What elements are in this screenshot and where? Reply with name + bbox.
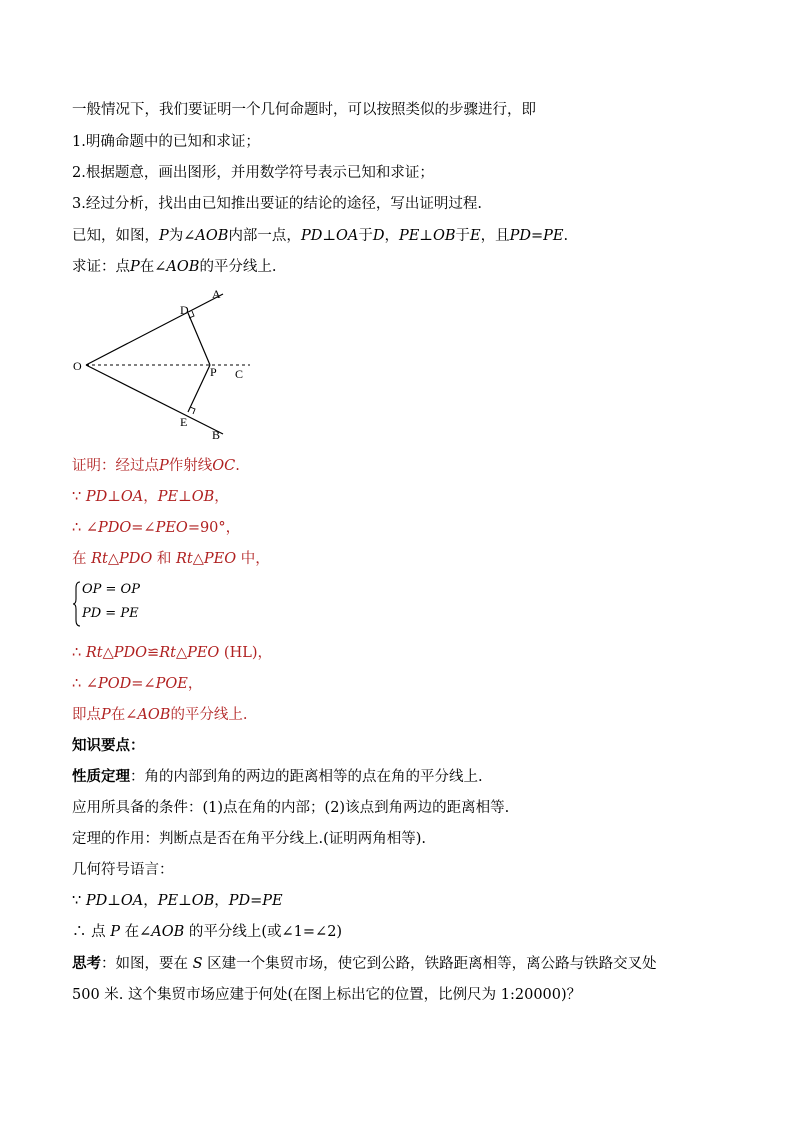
prove-text: AOB bbox=[166, 259, 200, 275]
given-text: 于 bbox=[358, 228, 373, 244]
ray-oa bbox=[86, 294, 223, 365]
symbol-text: P bbox=[110, 924, 120, 940]
given-statement bbox=[72, 226, 568, 246]
label-o: O bbox=[73, 359, 82, 373]
proof-text: Rt bbox=[85, 645, 103, 661]
proof-line-6 bbox=[72, 674, 202, 694]
symbol-language-line: 几何符号语言： bbox=[72, 862, 174, 878]
given-text: P bbox=[159, 228, 169, 244]
proof-text: =90°， bbox=[187, 520, 241, 536]
symbol-text: 的平分线上(或∠1=∠2) bbox=[184, 924, 343, 940]
proof-text: ∴ ∠ bbox=[72, 676, 98, 692]
proof-text: ∴ bbox=[72, 645, 86, 661]
proof-text: PEO bbox=[203, 551, 237, 567]
symbol-line-2 bbox=[72, 922, 342, 942]
think-text: ：如图，要在 bbox=[101, 956, 193, 972]
proof-text: OC bbox=[212, 458, 236, 474]
symbol-line-1 bbox=[72, 891, 283, 911]
proof-line-3 bbox=[72, 518, 240, 538]
given-text: 于 bbox=[455, 228, 470, 244]
proof-text: P bbox=[159, 458, 169, 474]
proof-text: Rt bbox=[91, 551, 108, 567]
theorem-line bbox=[72, 767, 483, 787]
think-line-2: 500 米. 这个集贸市场应建于何处(在图上标出它的位置，比例尺为 1:20000)？ bbox=[72, 987, 582, 1003]
symbol-text: ∵ bbox=[72, 893, 86, 909]
proof-text: AOB bbox=[137, 707, 171, 723]
proof-text: △ bbox=[102, 645, 114, 661]
symbol-text: 在∠ bbox=[119, 924, 152, 940]
step-1: 1.明确命题中的已知和求证； bbox=[72, 134, 260, 150]
proof-text: ， bbox=[143, 489, 158, 505]
proof-text: PDO bbox=[113, 645, 148, 661]
segment-pd bbox=[188, 313, 210, 365]
think-label: 思考 bbox=[72, 955, 101, 972]
right-angle-mark-e bbox=[190, 407, 195, 414]
step-3: 3.经过分析，找出由已知推出要证的结论的途径，写出证明过程. bbox=[72, 196, 482, 212]
proof-line-2 bbox=[72, 487, 229, 507]
prove-statement bbox=[72, 257, 277, 277]
angle-bisector-diagram bbox=[68, 282, 268, 447]
proof-text: ≌ bbox=[147, 645, 160, 661]
proof-text: =∠ bbox=[131, 676, 156, 692]
proof-text: PEO bbox=[187, 645, 220, 661]
proof-text: POE bbox=[155, 676, 188, 692]
label-e: E bbox=[180, 415, 188, 429]
proof-text: Rt bbox=[159, 645, 176, 661]
proof-text: △ bbox=[192, 551, 204, 567]
symbol-text: PD=PE bbox=[228, 893, 283, 909]
symbol-text: PD⊥OA bbox=[85, 893, 144, 909]
given-text: 内部一点， bbox=[228, 228, 301, 244]
proof-text: ∵ bbox=[72, 489, 86, 505]
proof-text: PD⊥OA bbox=[85, 489, 144, 505]
symbol-text: ∴ 点 bbox=[72, 924, 111, 940]
proof-text: 证明：经过点 bbox=[72, 458, 159, 474]
proof-text: ， bbox=[187, 676, 203, 692]
proof-text: ， bbox=[214, 489, 229, 505]
proof-text: △ bbox=[175, 645, 188, 661]
prove-text: 在∠ bbox=[139, 259, 167, 275]
step-2: 2.根据题意，画出图形，并用数学符号表示已知和求证； bbox=[72, 165, 434, 181]
label-b: B bbox=[212, 428, 221, 442]
system-row-1: OP = OP bbox=[82, 582, 140, 597]
prove-text: P bbox=[130, 259, 140, 275]
label-c: C bbox=[235, 367, 244, 381]
proof-line-7 bbox=[72, 705, 248, 725]
think-line-1 bbox=[72, 954, 657, 974]
given-text: E bbox=[470, 228, 481, 244]
proof-text: 的平分线上. bbox=[170, 707, 248, 723]
symbol-text: AOB bbox=[151, 924, 185, 940]
given-text: . bbox=[563, 228, 569, 244]
proof-text: 即点 bbox=[72, 707, 101, 723]
prove-text: 求证：点 bbox=[72, 259, 130, 275]
proof-text: PDO bbox=[119, 551, 153, 567]
proof-text: ∴ ∠ bbox=[72, 520, 98, 536]
proof-text: P bbox=[101, 707, 111, 723]
given-text: PE⊥OB bbox=[398, 228, 456, 244]
equation-system bbox=[72, 580, 172, 628]
proof-text: 在 bbox=[72, 551, 92, 567]
proof-text: (HL)， bbox=[219, 645, 273, 661]
left-brace-icon bbox=[72, 580, 82, 628]
ray-ob bbox=[86, 365, 223, 434]
given-text: ， bbox=[384, 228, 399, 244]
proof-text: Rt bbox=[176, 551, 193, 567]
proof-text: 作射线 bbox=[168, 458, 213, 474]
given-text: 已知，如图， bbox=[72, 228, 159, 244]
theorem-label: 性质定理 bbox=[72, 768, 130, 785]
think-text: 区建一个集贸市场，使它到公路，铁路距离相等，离公路与铁路交叉处 bbox=[202, 956, 657, 972]
proof-line-5 bbox=[72, 643, 272, 663]
symbol-text: PE⊥OB bbox=[157, 893, 215, 909]
knowledge-heading: 知识要点： bbox=[72, 737, 145, 754]
label-p: P bbox=[210, 365, 217, 379]
proof-text: △ bbox=[107, 551, 120, 567]
proof-text: PEO bbox=[155, 520, 188, 536]
given-text: PD=PE bbox=[509, 228, 564, 244]
system-row-2: PD = PE bbox=[82, 606, 139, 621]
conditions-line: 应用所具备的条件：(1)点在角的内部；(2)该点到角两边的距离相等. bbox=[72, 800, 510, 816]
label-d: D bbox=[180, 303, 189, 317]
proof-text: =∠ bbox=[131, 520, 156, 536]
given-text: PD⊥OA bbox=[300, 228, 359, 244]
segment-pe bbox=[188, 365, 210, 412]
intro-text: 一般情况下，我们要证明一个几何命题时，可以按照类似的步骤进行，即 bbox=[72, 102, 536, 118]
proof-line-1 bbox=[72, 456, 240, 476]
prove-text: 的平分线上. bbox=[199, 259, 277, 275]
usage-line: 定理的作用：判断点是否在角平分线上.(证明两角相等). bbox=[72, 831, 427, 847]
proof-text: PDO bbox=[97, 520, 132, 536]
theorem-text: ：角的内部到角的两边的距离相等的点在角的平分线上. bbox=[130, 769, 483, 785]
given-text: ，且 bbox=[480, 228, 510, 244]
proof-text: 在∠ bbox=[110, 707, 138, 723]
proof-text: 和 bbox=[152, 551, 177, 567]
symbol-text: ， bbox=[143, 893, 158, 909]
symbol-text: ， bbox=[214, 893, 229, 909]
think-text: S bbox=[192, 956, 203, 972]
label-a: A bbox=[212, 287, 221, 301]
proof-text: POD bbox=[97, 676, 132, 692]
proof-text: . bbox=[235, 458, 240, 474]
proof-text: PE⊥OB bbox=[157, 489, 215, 505]
given-text: D bbox=[372, 228, 385, 244]
given-text: 为∠ bbox=[168, 228, 196, 244]
proof-line-4 bbox=[72, 549, 270, 569]
given-text: AOB bbox=[195, 228, 229, 244]
proof-text: 中， bbox=[236, 551, 270, 567]
